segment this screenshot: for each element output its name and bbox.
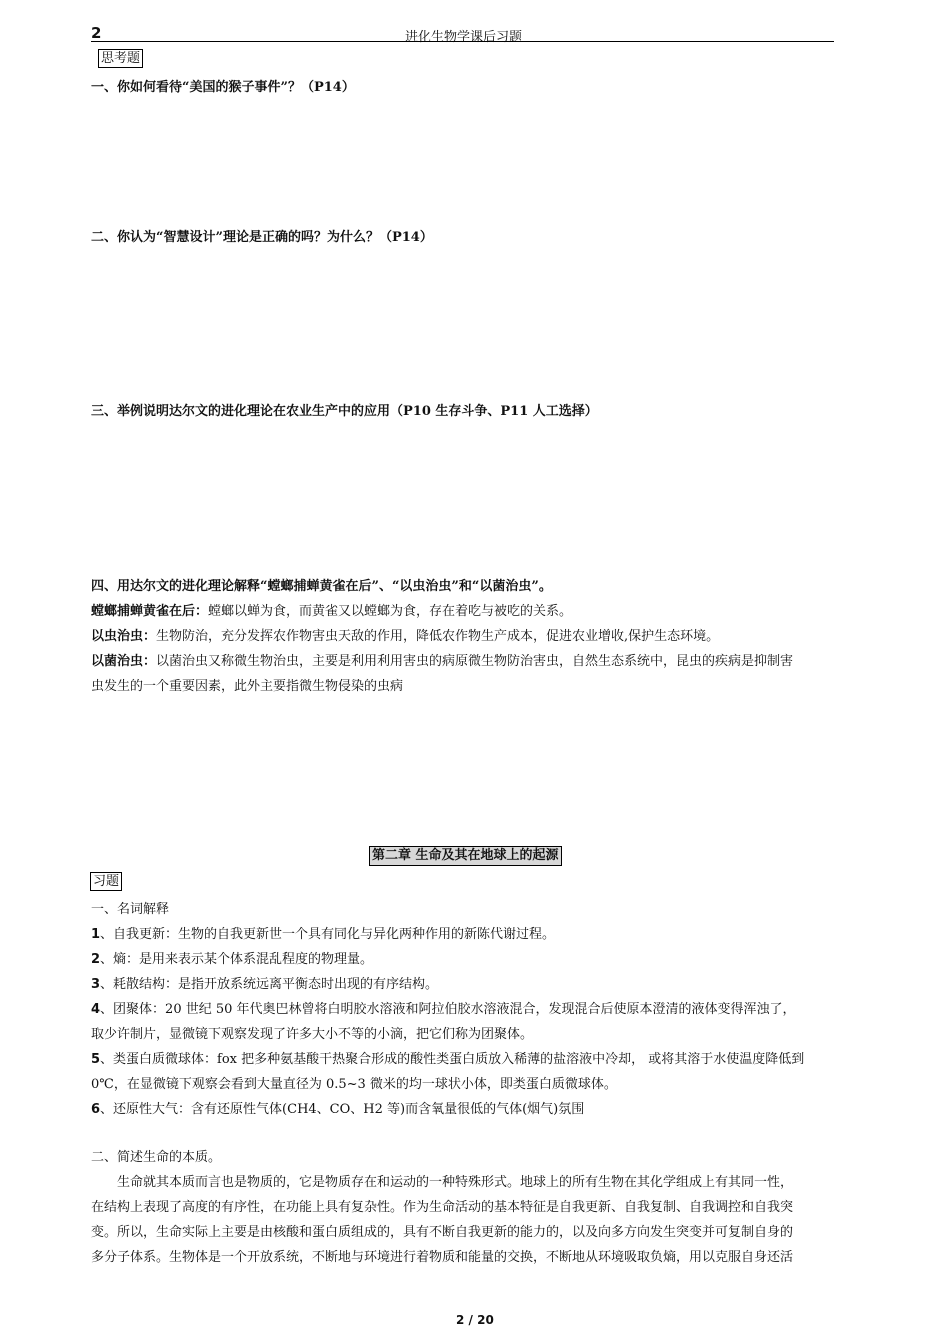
answer-microbe-control [91, 650, 793, 669]
part2-line-1: 生命就其本质而言也是物质的，它是物质存在和运动的一种特殊形式。地球上的所有生物在其化学组成上有其同一性， [117, 1175, 794, 1190]
answer-microbe-control-cont: 虫发生的一个重要因素，此外主要指微生物侵染的虫病 [91, 679, 404, 694]
header-page-number: 2 [91, 24, 102, 42]
answer-term: 以菌治虫： [91, 654, 157, 669]
term-item-4 [91, 998, 796, 1017]
question-3: 三、举例说明达尔文的进化理论在农业生产中的应用（P10 生存斗争、P11 人工选择） [91, 404, 598, 419]
part2-line-2: 在结构上表现了高度的有序性，在功能上具有复杂性。作为生命活动的基本特征是自我更新、自我复制、自我调控和自我突 [91, 1200, 794, 1215]
part2-line-3: 变。所以，生命实际上主要是由核酸和蛋白质组成的，具有不断自我更新的能力的，以及向多方向发生突变并可复制自身的 [91, 1225, 794, 1240]
term-item-3 [91, 973, 438, 992]
term-number: 4 [91, 1002, 101, 1017]
header-rule [91, 41, 834, 42]
answer-term: 以虫治虫： [91, 629, 157, 644]
section-exercise-label: 习题 [90, 872, 122, 891]
answer-text: 螳螂以蝉为食，而黄雀又以螳螂为食，存在着吃与被吃的关系。 [208, 604, 573, 619]
chapter-title: 第二章 生命及其在地球上的起源 [369, 846, 562, 866]
section-think-label: 思考题 [98, 49, 143, 68]
answer-text: 生物防治，充分发挥农作物害虫天敌的作用，降低农作物生产成本，促进农业增收,保护生态环境。 [156, 629, 720, 644]
answer-mantis [91, 600, 572, 619]
term-text: 、还原性大气：含有还原性气体(CH4、CO、H2 等)而含氧量很低的气体(烟气)氛围 [100, 1102, 585, 1117]
question-4: 四、用达尔文的进化理论解释“螳螂捕蝉黄雀在后”、“以虫治虫”和“以菌治虫”。 [91, 579, 552, 594]
answer-insect-control [91, 625, 719, 644]
term-text: 、类蛋白质微球体：fox 把多种氨基酸干热聚合形成的酸性类蛋白质放入稀薄的盐溶液中冷却， 或将其溶于水使温度降低到 [100, 1052, 805, 1067]
header-title: 进化生物学课后习题 [405, 30, 523, 45]
term-number: 6 [91, 1102, 101, 1117]
term-item-5-cont: 0℃，在显微镜下观察会看到大量直径为 0.5~3 微米的均一球状小体，即类蛋白质微球体。 [91, 1077, 617, 1092]
term-number: 5 [91, 1052, 101, 1067]
term-text: 、熵：是用来表示某个体系混乱程度的物理量。 [100, 952, 374, 967]
part1-heading: 一、名词解释 [91, 902, 170, 917]
question-2: 二、你认为“智慧设计”理论是正确的吗？为什么？（P14） [91, 230, 433, 245]
term-item-2 [91, 948, 373, 967]
term-number: 3 [91, 977, 101, 992]
term-text: 、自我更新：生物的自我更新世一个具有同化与异化两种作用的新陈代谢过程。 [100, 927, 556, 942]
term-number: 2 [91, 952, 101, 967]
part2-heading: 二、简述生命的本质。 [91, 1150, 222, 1165]
term-item-6 [91, 1098, 584, 1117]
term-number: 1 [91, 927, 101, 942]
term-item-4-cont: 取少许制片，显微镜下观察发现了许多大小不等的小滴，把它们称为团聚体。 [91, 1027, 534, 1042]
part2-line-4: 多分子体系。生物体是一个开放系统，不断地与环境进行着物质和能量的交换，不断地从环境吸取负熵，用以克服自身还活 [91, 1250, 794, 1265]
term-item-1 [91, 923, 555, 942]
question-1: 一、你如何看待“美国的猴子事件”？（P14） [91, 80, 355, 95]
answer-term: 螳螂捕蝉黄雀在后： [91, 604, 209, 619]
answer-text: 以菌治虫又称微生物治虫，主要是利用利用害虫的病原微生物防治害虫，自然生态系统中，昆虫的疾病是抑制害 [156, 654, 794, 669]
term-text: 、团聚体：20 世纪 50 年代奥巴林曾将白明胶水溶液和阿拉伯胶水溶液混合，发现混合后使原本澄清的液体变得浑浊了， [100, 1002, 796, 1017]
term-text: 、耗散结构：是指开放系统远离平衡态时出现的有序结构。 [100, 977, 439, 992]
term-item-5 [91, 1048, 804, 1067]
page-footer: 2 / 20 [456, 1313, 494, 1327]
